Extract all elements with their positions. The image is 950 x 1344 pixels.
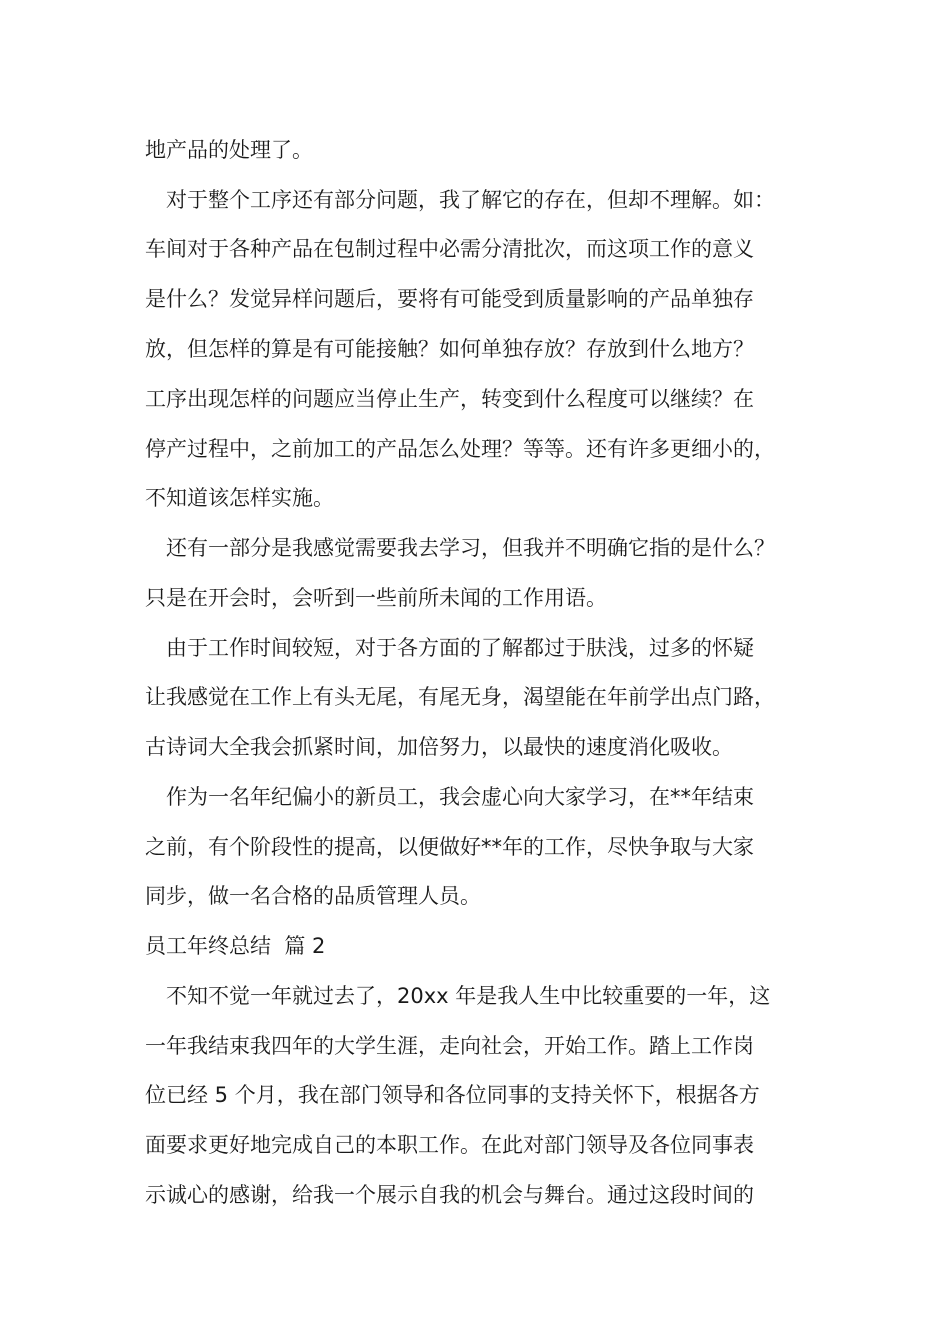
text-line: 示诚心的感谢，给我一个展示自我的机会与舞台。通过这段时间的 (145, 1183, 754, 1207)
text-line: 停产过程中，之前加工的产品怎么处理？等等。还有许多更细小的， (145, 437, 775, 461)
text-line: 同步，做一名合格的品质管理人员。 (145, 884, 481, 908)
text-line: 古诗词大全我会抓紧时间，加倍努力，以最快的速度消化吸收。 (145, 735, 733, 759)
paragraph-first-line: 作为一名年纪偏小的新员工，我会虚心向大家学习，在**年结束 (166, 785, 754, 809)
text-line: 地产品的处理了。 (145, 138, 313, 162)
text-line: 放，但怎样的算是有可能接触？如何单独存放？存放到什么地方？ (145, 337, 754, 361)
paragraph-first-line: 对于整个工序还有部分问题，我了解它的存在，但却不理解。如： (166, 188, 775, 212)
paragraph-first-line: 由于工作时间较短，对于各方面的了解都过于肤浅，过多的怀疑 (166, 636, 754, 660)
text-line: 让我感觉在工作上有头无尾，有尾无身，渴望能在年前学出点门路， (145, 685, 775, 709)
section-heading: 员工年终总结 篇 2 (145, 934, 326, 958)
text-line: 面要求更好地完成自己的本职工作。在此对部门领导及各位同事表 (145, 1133, 754, 1157)
text-line: 车间对于各种产品在包制过程中必需分清批次，而这项工作的意义 (145, 237, 754, 261)
text-line: 位已经 5 个月，我在部门领导和各位同事的支持关怀下，根据各方 (145, 1083, 760, 1107)
text-line: 一年我结束我四年的大学生涯，走向社会，开始工作。踏上工作岗 (145, 1034, 754, 1058)
text-line: 不知道该怎样实施。 (145, 486, 334, 510)
text-line: 工序出现怎样的问题应当停止生产，转变到什么程度可以继续？在 (145, 387, 754, 411)
text-line: 之前，有个阶段性的提高，以便做好**年的工作，尽快争取与大家 (145, 835, 754, 859)
text-line: 是什么？发觉异样问题后，要将有可能受到质量影响的产品单独存 (145, 287, 754, 311)
text-line: 只是在开会时，会听到一些前所未闻的工作用语。 (145, 586, 607, 610)
paragraph-first-line: 不知不觉一年就过去了，20xx 年是我人生中比较重要的一年，这 (166, 984, 771, 1008)
paragraph-first-line: 还有一部分是我感觉需要我去学习，但我并不明确它指的是什么？ (166, 536, 775, 560)
